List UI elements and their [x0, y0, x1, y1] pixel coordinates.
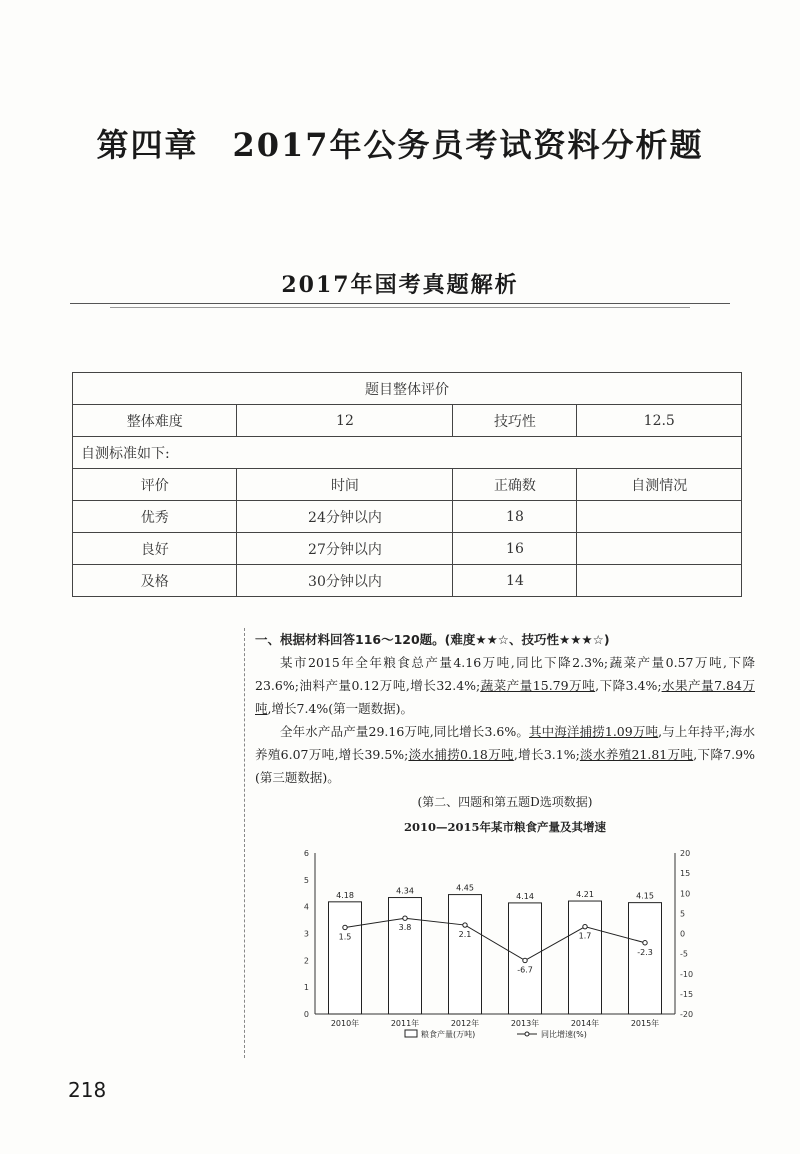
bar-value-label: 4.45	[456, 883, 474, 893]
growth-point	[343, 925, 347, 929]
y-tick-label-right: 10	[680, 889, 691, 899]
grade-cell: 及格	[73, 565, 237, 597]
grain-chart	[255, 839, 735, 1044]
y-tick-label-right: 0	[680, 929, 686, 939]
text-span: ,下降7.9%(第三题数据)。	[255, 747, 755, 785]
self-cell	[577, 533, 742, 565]
self-test-intro: 自测标准如下:	[73, 437, 742, 469]
self-cell	[577, 501, 742, 533]
x-tick-label: 2012年	[450, 1019, 480, 1028]
y-tick-label-right: 15	[680, 869, 691, 879]
y-tick-label-right: 20	[680, 849, 691, 858]
text-span: ,下降3.4%;	[595, 678, 662, 693]
legend-bar-label: 粮食产量(万吨)	[421, 1030, 476, 1039]
growth-value-label: 3.8	[398, 923, 412, 933]
correct-cell: 18	[453, 501, 577, 533]
chart-note: (第二、四题和第五题D选项数据)	[417, 795, 593, 809]
section-title: 2017年国考真题解析	[281, 272, 519, 298]
y-tick-label-left: 3	[303, 929, 309, 939]
text-span: 某市2015年全年粮食总产量4.16万吨,同比下降2.3%;蔬菜产量0.57万吨,下降23.6%;油料产量0.12万吨,增长32.4%;	[255, 655, 755, 693]
time-cell: 24分钟以内	[237, 501, 453, 533]
growth-point	[463, 923, 467, 927]
grade-cell: 良好	[73, 533, 237, 565]
text-span: 全年水产品产量29.16万吨,同比增长3.6%。	[280, 724, 529, 739]
y-tick-label-left: 4	[303, 902, 309, 912]
table-header: 评价	[73, 469, 237, 501]
bar-value-label: 4.21	[576, 890, 594, 900]
growth-point	[523, 958, 527, 962]
table-header: 正确数	[453, 469, 577, 501]
skill-value: 12.5	[577, 405, 742, 437]
y-tick-label-left: 0	[303, 1010, 309, 1019]
growth-value-label: -2.3	[637, 947, 653, 957]
material-paragraph-2	[255, 720, 755, 789]
y-tick-label-left: 2	[303, 956, 309, 966]
bar-value-label: 4.14	[516, 891, 534, 901]
correct-cell: 14	[453, 565, 577, 597]
y-tick-label-right: 5	[680, 909, 686, 919]
y-tick-label-right: -10	[680, 969, 694, 979]
underlined-text: 水果产量7.84万吨	[255, 678, 755, 716]
bar	[629, 903, 662, 1014]
x-tick-label: 2014年	[570, 1019, 600, 1028]
y-tick-label-left: 1	[303, 983, 309, 993]
legend-bar-swatch	[405, 1030, 417, 1037]
table-row	[73, 501, 742, 533]
legend-line-marker	[525, 1032, 529, 1036]
x-tick-label: 2010年	[330, 1019, 360, 1028]
x-tick-label: 2013年	[510, 1019, 540, 1028]
growth-value-label: -6.7	[517, 965, 533, 975]
text-span: ,增长3.1%;	[513, 747, 580, 762]
underlined-text: 淡水养殖21.81万吨	[579, 747, 694, 762]
table-row	[73, 565, 742, 597]
underlined-text: 蔬菜产量15.79万吨	[480, 678, 596, 693]
underlined-text: 淡水捕捞0.18万吨	[408, 747, 514, 762]
chart-title: 2010—2015年某市粮食产量及其增速	[403, 820, 606, 834]
section-divider	[70, 303, 730, 304]
grade-cell: 优秀	[73, 501, 237, 533]
legend-line-label: 同比增速(%)	[541, 1030, 587, 1039]
table-header: 时间	[237, 469, 453, 501]
bar	[569, 901, 602, 1014]
x-tick-label: 2015年	[630, 1019, 660, 1028]
question-block	[244, 628, 755, 1058]
self-cell	[577, 565, 742, 597]
bar	[389, 898, 422, 1014]
y-tick-label-right: -5	[680, 949, 688, 959]
correct-cell: 16	[453, 533, 577, 565]
question-header: 一、根据材料回答116～120题。(难度★★☆、技巧性★★★☆)	[255, 632, 610, 647]
bar	[329, 902, 362, 1014]
growth-value-label: 1.7	[578, 931, 592, 941]
bar-value-label: 4.15	[636, 891, 654, 901]
growth-value-label: 2.1	[458, 930, 472, 940]
y-tick-label-right: -15	[680, 989, 694, 999]
underlined-text: 其中海洋捕捞1.09万吨	[529, 724, 659, 739]
skill-label: 技巧性	[453, 405, 577, 437]
growth-point	[643, 941, 647, 945]
difficulty-value: 12	[237, 405, 453, 437]
eval-table-title: 题目整体评价	[73, 373, 742, 405]
table-row	[73, 533, 742, 565]
chapter-title: 第四章 2017年公务员考试资料分析题	[96, 126, 704, 164]
growth-value-label: 1.5	[338, 932, 352, 942]
material-paragraph-1	[255, 651, 755, 720]
growth-point	[583, 924, 587, 928]
y-tick-label-left: 6	[303, 849, 309, 858]
difficulty-label: 整体难度	[73, 405, 237, 437]
y-tick-label-left: 5	[303, 875, 309, 885]
bar-value-label: 4.34	[396, 886, 414, 896]
section-divider-secondary	[110, 307, 690, 308]
x-tick-label: 2011年	[390, 1019, 420, 1028]
time-cell: 30分钟以内	[237, 565, 453, 597]
y-tick-label-right: -20	[680, 1010, 694, 1019]
table-header: 自测情况	[577, 469, 742, 501]
time-cell: 27分钟以内	[237, 533, 453, 565]
page-number: 218	[68, 1078, 107, 1102]
text-span: ,与上年持平;海水养殖6.07万吨,增长39.5%;	[255, 724, 756, 762]
evaluation-table	[72, 372, 742, 597]
bar-value-label: 4.18	[336, 890, 354, 900]
text-span: ,增长7.4%(第一题数据)。	[267, 701, 413, 716]
growth-point	[403, 916, 407, 920]
bar	[449, 895, 482, 1014]
